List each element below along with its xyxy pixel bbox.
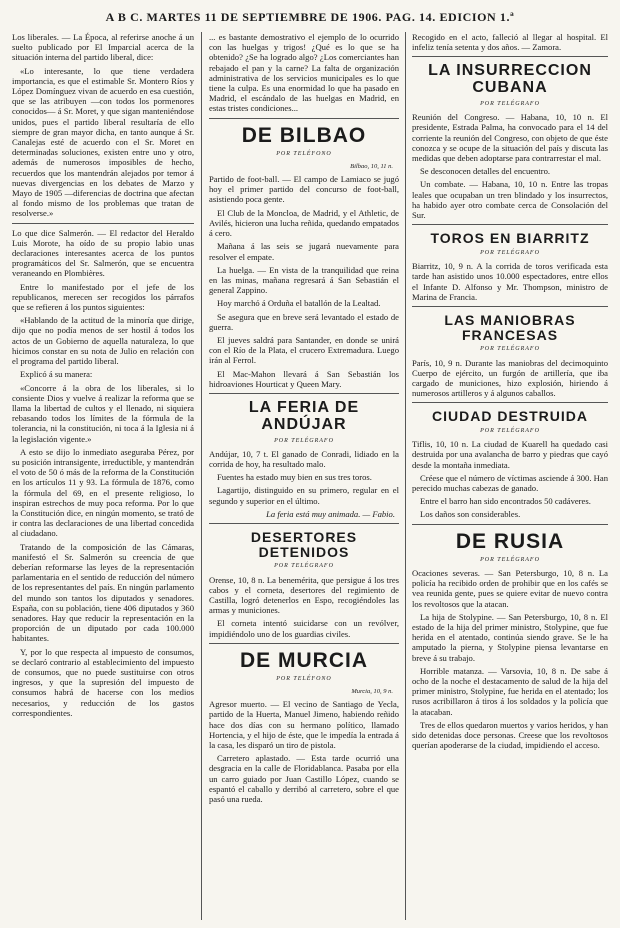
article-paragraph: El Club de la Moncloa, de Madrid, y el Athletic, de Avilés, hicieron una lucha reñida, quedando empatados á cero. — [209, 207, 399, 239]
article-paragraph: Los daños son considerables. — [420, 509, 521, 520]
divider — [209, 523, 399, 524]
byline: POR TELÉGRAFO — [274, 437, 334, 444]
article-paragraph: Fuentes ha estado muy bien en sus tres toros. — [217, 472, 372, 483]
section-heading-maniobras: LAS MANIOBRAS FRANCESAS — [444, 311, 576, 343]
divider — [412, 306, 608, 307]
byline: POR TELÉGRAFO — [480, 556, 540, 563]
divider — [412, 224, 608, 225]
article-paragraph: Agresor muerto. — El vecino de Santiago de Yecla, partido de la Huerta, Manuel Jimeno, habiendo reñido hace dos días con su hermano político, llamado Hortencia, y el hijo de éste, que le impedía la entrada á la casa, les disparó un tiro de pistola. — [209, 699, 399, 751]
dateline: Bilbao, 10, 11 n. — [350, 162, 393, 170]
article-paragraph: Los liberales. — La Época, al referirse anoche á un suelto publicado por El Imparcial acerca de la situación interna del partido liberal, dice: — [12, 32, 194, 63]
article-paragraph: A esto se dijo lo inmediato aseguraba Pérez, por su posición intransigente, irreductible, y mantendrán el voto de 50 ó más de la reforma de la Constitución en los artículos 11 y 93. La fórmula de 1876, como la fórmula del 69, en el presente religioso, lo inspiran estrechos de muy poca reforma. Por lo que la Constitución dice, en ningún momento, se trató de ir contra las declaraciones de una libertad concedida al ciudadano. — [12, 446, 194, 539]
column-rule — [201, 32, 202, 920]
section-heading-rusia: DE RUSIA — [455, 529, 565, 553]
divider — [209, 393, 399, 394]
article-paragraph: Se desconocen detalles del encuentro. — [420, 166, 551, 177]
article-paragraph: Se asegura que en breve será levantado el estado de guerra. — [209, 311, 399, 332]
byline: POR TELÉGRAFO — [480, 428, 540, 435]
byline: POR TELÉFONO — [276, 675, 332, 682]
article-paragraph: Un combate. — Habana, 10, 10 n. Entre las tropas leales que ocupaban un tren blindado y los insurrectos, ha habido ayer otro combate cerca de Consolación del Sur. — [412, 179, 608, 221]
article-paragraph: Mañana á las seis se jugará nuevamente para resolver el empate. — [209, 241, 399, 262]
divider — [209, 643, 399, 644]
divider — [412, 524, 608, 525]
article-paragraph: Y, por lo que respecta al impuesto de consumos, se declaró contrario al establecimiento del impuesto de consumos, que no puede sustituirse con otros ingresos, y que la supresión del impuesto de consumos habrá de hacerse con los medios necesarios, y reducción de los gastos correspondientes. — [12, 646, 194, 718]
article-paragraph: La huelga. — En vista de la tranquilidad que reina en las minas, mañana regresará á San Sebastián el general Zappino. — [209, 264, 399, 296]
byline: POR TELÉGRAFO — [480, 249, 540, 256]
masthead: A B C. MARTES 11 DE SEPTIEMBRE DE 1906. PAG. 14. EDICION 1.ª — [105, 10, 515, 24]
section-heading-insurreccion: LA INSURRECCION CUBANA — [428, 62, 592, 97]
article-paragraph: ... es bastante demostrativo el ejemplo de lo ocurrido con las huelgas y trigos! ¿Qué es lo que se ha obtenido? ¿Se ha logrado algo? ¿Los comerciantes han rebajado el pan y la carne? La falta de organización administrativa de los servicios municipales es lo que tiene la culpa. Es una enormidad lo que ha pasado en Madrid, el escándalo de las huelgas en Madrid, en estas tristes condiciones... — [209, 32, 399, 114]
article-paragraph: Reunión del Congreso. — Habana, 10, 10 n. El presidente, Estrada Palma, ha convocado para el 14 del corriente la reunión del Congreso, con objeto de que éste conozca y se ocupe de la situación del país y discuta las medidas que deben adoptarse para contrarrestar el mal. — [412, 112, 608, 164]
section-heading-bilbao: DE BILBAO — [241, 123, 367, 147]
article-paragraph: Carretero aplastado. — Esta tarde ocurrió una desgracia en la calle de Floridablanca. Pasaba por ella un carro guiado por Juan Castillo López, cuando se espantó el caballo y derribó al carretero, sobre el que pasó una rueda. — [209, 753, 399, 805]
article-paragraph: París, 10, 9 n. Durante las maniobras del decimoquinto Cuerpo de ejército, un furgón de artillería, que iba cargado de municiones, hizo explosión, hiriendo á numerosos artilleros y á algunos caballos. — [412, 357, 608, 399]
article-paragraph: Ocaciones severas. — San Petersburgo, 10, 8 n. La policía ha recibido orden de prohibir que en los cafés se vea reunida gente, pues se quiere evitar de nuevo contra los revoltosos que la atacan. — [412, 567, 608, 609]
byline: POR TELÉGRAFO — [274, 563, 334, 570]
article-paragraph: La hija de Stolypine. — San Petersburgo, 10, 8 n. El estado de la hija del primer ministro, Stolypine, que fue herida en el atentado, continúa siendo grave. Se le ha amputado la pierna, y Stolypine piensa levantarse en breve á su trabajo. — [412, 611, 608, 663]
article-paragraph: El jueves saldrá para Santander, en donde se unirá con el Río de la Plata, el crucero Extremadura. Luego irán al Ferrol. — [209, 334, 399, 366]
byline: POR TELÉGRAFO — [480, 101, 540, 107]
article-paragraph: El corneta intentó suicidarse con un revólver, impidiéndolo uno de los guardias civiles. — [209, 618, 399, 639]
divider — [412, 402, 608, 403]
section-heading-toros: TOROS EN BIARRITZ — [430, 230, 590, 247]
divider — [209, 118, 399, 119]
section-heading-desertores: DESERTORES DETENIDOS — [250, 528, 358, 560]
article-paragraph: Hoy marchó á Orduña el batallón de la Lealtad. — [217, 298, 381, 309]
section-heading-andujar: LA FERIA DE ANDÚJAR — [248, 398, 360, 433]
article-paragraph: El Mac-Mahon llevará á San Sebastián los hidroaviones Hourticat y Queen Mary. — [209, 368, 399, 389]
dateline: Murcia, 10, 9 n. — [351, 688, 393, 695]
article-paragraph: Tratando de la composición de las Cámaras, manifestó el Sr. Salmerón su creencia de que deberían reformarse las leyes de la representación parlamentaria en el sentido de reducción del número de los representantes del país. En ningún parlamento del mundo son tantos los diputados y senadores. España, con su población, tiene 406 diputados y 360 senadores. Hay que reducir la representación en la proporción de un diputado por cada 100.000 habitantes. — [12, 541, 194, 644]
article-paragraph: Biarritz, 10, 9 n. A la corrida de toros verificada esta tarde han asistido unos 10.000 espectadores, entre ellos el Infante D. Alfonso y Mr. Thompson, ministro de Marina de Francia. — [412, 261, 608, 302]
section-heading-murcia: DE MURCIA — [240, 648, 368, 672]
column-3 — [412, 32, 608, 920]
column-rule — [405, 32, 406, 920]
divider — [412, 56, 608, 57]
article-paragraph: Tiflis, 10, 10 n. La ciudad de Kuarell ha quedado casi destruida por una avalancha de barro y piedras que cayó desde la montaña inmediata. — [412, 439, 608, 470]
article-paragraph: Orense, 10, 8 n. La benemérita, que persigue á los tres cabos y el corneta, desertores del regimiento de Castilla, logró detenerlos en Espo, recogiéndoles las armas y municiones. — [209, 574, 399, 616]
article-paragraph: Andújar, 10, 7 t. El ganado de Conradi, lidiado en la corrida de hoy, ha resultado malo. — [209, 448, 399, 469]
article-paragraph: «Lo interesante, lo que tiene verdadera importancia, es que el estimable Sr. Montero Ríos y López Domínguez vivan de acuerdo en esa cuestión, que se las atribuyen —con todos los pormenores conocidos— á Sr. Moret, y que sigan manteniéndose unidos, pues el partido liberal resultaría de ello siempre de gran mayor dicha, en tanto aunque á Sr. Canalejas esté de acuerdo con el Sr. Moret en determinadas soluciones, existen entre uno y otro, además de numerosos imposibles de hecho, recuerdos que los mantendrán alejados por temor á nuevas divergencias en los debates de Marzo y Mayo de 1905 —diferencias de doctrina que afectan al fondo mismo de los problemas que tratan de resolverse.» — [12, 65, 194, 219]
article-paragraph: Entre lo manifestado por el jefe de los republicanos, merecen ser recogidos los párrafos que se refieren á los puntos siguientes: — [12, 281, 194, 313]
article-paragraph: Explicó á su manera: — [20, 369, 93, 380]
article-paragraph: Créese que el número de víctimas asciende á 300. Han perecido muchas cabezas de ganado. — [412, 472, 608, 494]
article-paragraph: Tres de ellos quedaron muertos y varios heridos, y han sido detenidas doce personas. Creese que los revoltosos querían apoderarse de la ciudad, impidiendo el acceso. — [412, 719, 608, 751]
article-paragraph: Lo que dice Salmerón. — El redactor del Heraldo Luis Morote, ha oído de su propio labio unas declaraciones interesantes acerca de los puntos programáticos del Sr. Salmerón, que se encuentra veraneando en Plombières. — [12, 227, 194, 279]
article-paragraph: «Concorre á la obra de los liberales, si lo consiente Dios y vuelve á realizar la reforma que se llama la libertad de cultos y el llenado, ni siquiera rebasando todos los límites de la fórmula de la tolerancia, ni la constitución, ni toca á la Iglesia ni á la legislación vigente.» — [12, 382, 194, 444]
article-paragraph: La feria está muy animada. — Fabio. — [266, 508, 395, 519]
section-heading-ciudad: CIUDAD DESTRUIDA — [432, 408, 588, 425]
byline: POR TELÉFONO — [276, 150, 332, 157]
column-1 — [12, 32, 194, 920]
article-paragraph: Partido de foot-ball. — El campo de Lamiaco se jugó hoy el primer partido del concurso de foot-ball, asistiendo poca gente. — [209, 174, 399, 205]
article-paragraph: Recogido en el acto, falleció al llegar al hospital. El infeliz tenía setenta y dos años. — Zamora. — [412, 32, 608, 53]
divider — [12, 223, 194, 224]
article-paragraph: Horrible matanza. — Varsovia, 10, 8 n. De sabe á ocho de la noche el destacamento de salud de la hija del primer ministro, Stolypine, fue herida en el atentado; los rusos acribillaron á tiros á los soldados y la policía que la atacaban. — [412, 665, 608, 717]
article-paragraph: «Hablando de la actitud de la minoría que dirige, dijo que no podía menos de ser hostil á todos los actos de un Gobierno de aquella naturaleza, lo que hicimos constar en su nota de Julio en relación con el programa del partido liberal. — [12, 315, 194, 367]
article-paragraph: Lagartijo, distinguido en su primero, regular en el segundo y superior en el último. — [209, 485, 399, 506]
column-2 — [209, 32, 399, 920]
byline: POR TELÉGRAFO — [480, 346, 540, 353]
article-paragraph: Entre el barro han sido encontrados 50 cadáveres. — [420, 496, 591, 507]
